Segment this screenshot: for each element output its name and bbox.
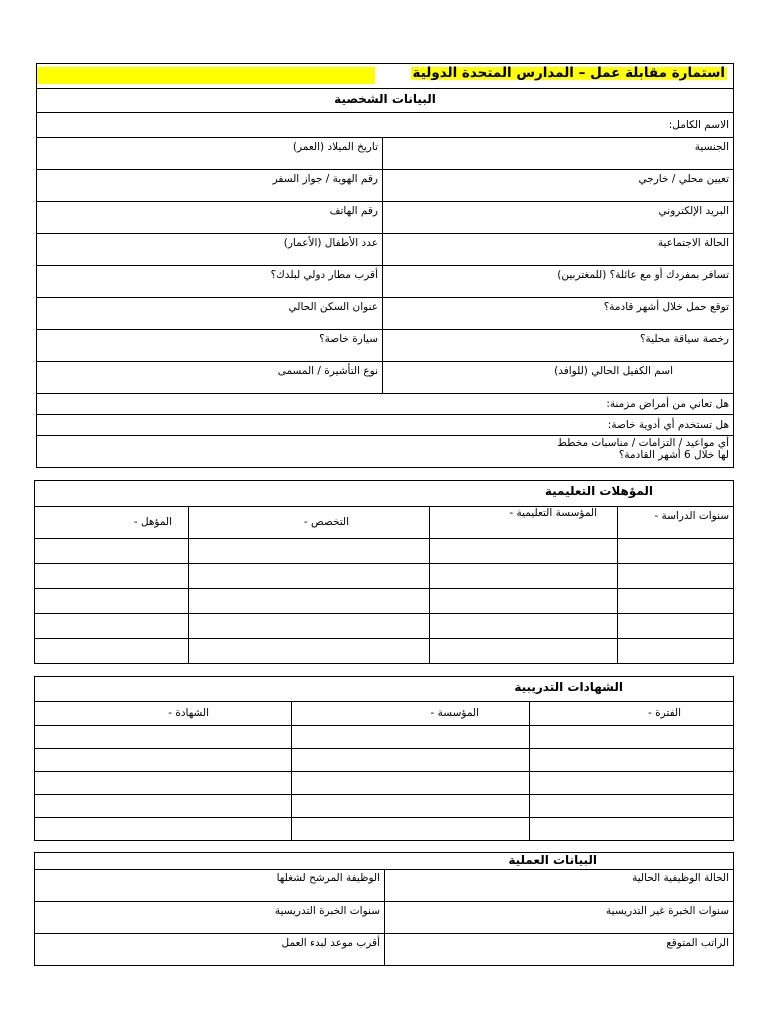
table-row <box>35 795 734 818</box>
chronic-disease-field[interactable]: هل تعاني من أمراض مزمنة: <box>37 394 734 415</box>
start-date-field[interactable]: أقرب موعد لبدء العمل <box>35 934 385 966</box>
commitments-line-1: أي مواعيد / التزامات / مناسبات مخطط <box>557 437 729 449</box>
teaching-experience-field[interactable]: سنوات الخبرة التدريسية <box>35 902 385 934</box>
personal-heading: البيانات الشخصية <box>37 89 734 113</box>
sponsor-field[interactable]: اسم الكفيل الحالي (للوافد) <box>383 362 734 394</box>
education-col-major: التخصص - <box>189 507 430 539</box>
personal-data-table <box>36 63 734 468</box>
full-name-field[interactable]: الاسم الكامل: <box>37 113 734 138</box>
marital-status-field[interactable]: الحالة الاجتماعية <box>383 234 734 266</box>
birthdate-field[interactable]: تاريخ الميلاد (العمر) <box>37 138 383 170</box>
education-heading: المؤهلات التعليمية <box>35 481 734 507</box>
title-highlight-bar <box>37 67 375 84</box>
education-table <box>34 480 734 664</box>
travel-family-field[interactable]: تسافر بمفردك أو مع عائلة؟ (للمغتربين) <box>383 266 734 298</box>
training-table <box>34 676 734 841</box>
table-row <box>35 772 734 795</box>
commitments-line-2: لها خلال 6 أشهر القادمة؟ <box>618 449 729 461</box>
work-table <box>34 852 734 966</box>
visa-type-field[interactable]: نوع التأشيرة / المسمى <box>37 362 383 394</box>
license-field[interactable]: رخصة سياقة محلية؟ <box>383 330 734 362</box>
education-col-institution: المؤسسة التعليمية - <box>430 507 618 539</box>
education-col-years: سنوات الدراسة - <box>618 507 734 539</box>
training-col-certificate: الشهادة - <box>35 702 292 726</box>
training-col-institution: المؤسسة - <box>292 702 530 726</box>
non-teaching-experience-field[interactable]: سنوات الخبرة غير التدريسية <box>385 902 734 934</box>
table-row <box>35 818 734 841</box>
commitments-field[interactable] <box>37 436 734 468</box>
table-row <box>35 614 734 639</box>
education-col-degree: المؤهل - <box>35 507 189 539</box>
form-title: استمارة مقابلة عمل – المدارس المتحدة الدولية <box>412 65 725 81</box>
table-row <box>35 639 734 664</box>
nationality-field[interactable]: الجنسية <box>383 138 734 170</box>
car-field[interactable]: سيارة خاصة؟ <box>37 330 383 362</box>
table-row <box>35 539 734 564</box>
email-field[interactable]: البريد الإلكتروني <box>383 202 734 234</box>
current-job-status-field[interactable]: الحالة الوظيفية الحالية <box>385 870 734 902</box>
nearest-airport-field[interactable]: أقرب مطار دولي لبلدك؟ <box>37 266 383 298</box>
training-heading: الشهادات التدريبية <box>35 677 734 702</box>
children-field[interactable]: عدد الأطفال (الأعمار) <box>37 234 383 266</box>
address-field[interactable]: عنوان السكن الحالي <box>37 298 383 330</box>
hiring-type-field[interactable]: تعيين محلي / خارجي <box>383 170 734 202</box>
table-row <box>35 589 734 614</box>
pregnancy-field[interactable]: توقع حمل خلال أشهر قادمة؟ <box>383 298 734 330</box>
work-heading: البيانات العملية <box>35 853 734 870</box>
table-row <box>35 726 734 749</box>
table-row <box>35 564 734 589</box>
id-passport-field[interactable]: رقم الهوية / جواز السفر <box>37 170 383 202</box>
candidate-position-field[interactable]: الوظيفة المرشح لشغلها <box>35 870 385 902</box>
medication-field[interactable]: هل تستخدم أي أدوية خاصة: <box>37 415 734 436</box>
table-row <box>35 749 734 772</box>
form-title-row <box>37 64 734 89</box>
training-col-period: الفترة - <box>530 702 734 726</box>
phone-field[interactable]: رقم الهاتف <box>37 202 383 234</box>
expected-salary-field[interactable]: الراتب المتوقع <box>385 934 734 966</box>
